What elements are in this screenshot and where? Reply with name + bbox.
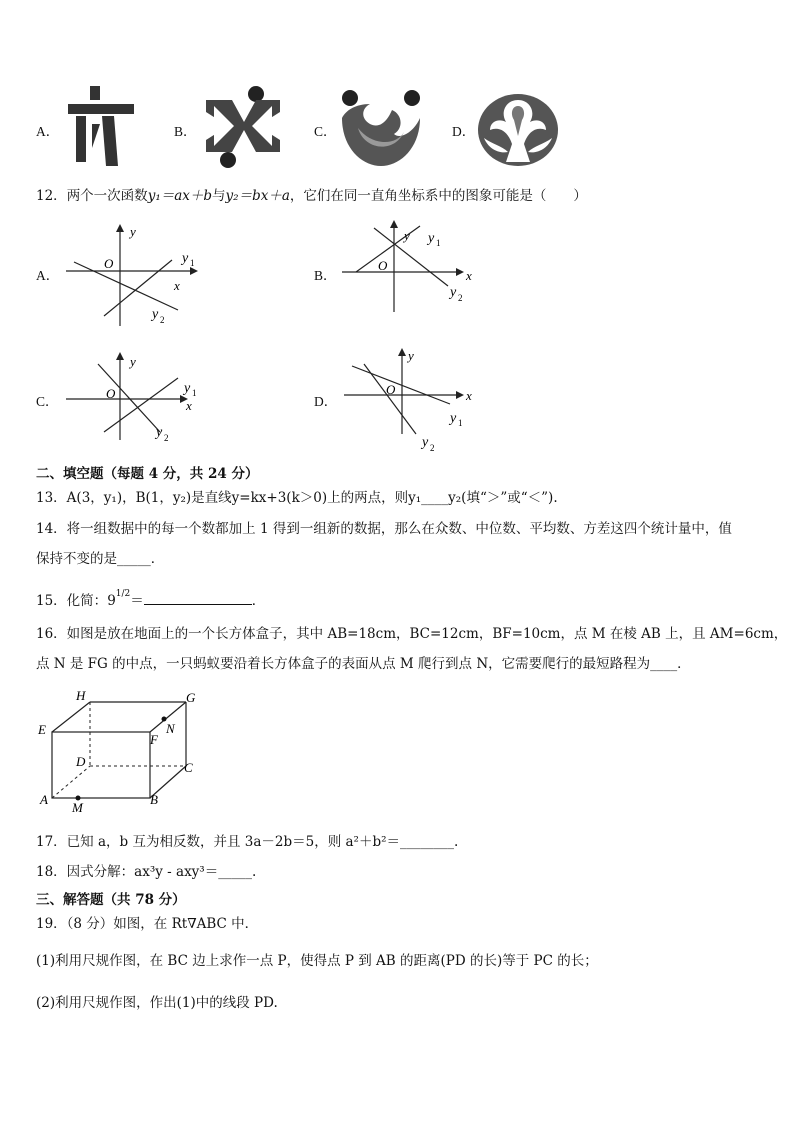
x-label: x: [466, 268, 472, 283]
y-label: y: [404, 228, 410, 243]
q16-box-figure: [36, 686, 206, 814]
q12-graph-d: [338, 342, 488, 454]
q19-line2: (1)利用尺规作图，在 BC 边上求作一点 P，使得点 P 到 AB 的距离(PD 的长)等于 PC 的长；: [36, 953, 598, 969]
y1-sub: 1: [458, 418, 463, 428]
label-n: N: [166, 721, 175, 736]
line-y1: [352, 366, 450, 404]
section-2-title: 二、填空题（每题 4 分，共 24 分）: [36, 466, 259, 482]
label-b: B: [150, 792, 158, 807]
q12-option-a-label: A．: [36, 268, 60, 283]
line-y1: [104, 260, 172, 316]
logo-c-icon: [338, 88, 424, 168]
y2-sub: 2: [430, 443, 435, 453]
y-axis-arrow: [390, 220, 398, 228]
label-m: M: [72, 800, 83, 814]
q15-text: 15．化简：$9^{1/2}=$ ．: [36, 589, 266, 609]
y2-label: y: [156, 425, 163, 440]
q11-option-d-label: D．: [452, 124, 476, 139]
q12-graph-c: [60, 344, 210, 444]
q19-line3: (2)利用尺规作图，作出(1)中的线段 PD.: [36, 995, 278, 1011]
origin-label: O: [104, 256, 114, 271]
y2-sub: 2: [458, 293, 463, 303]
q17-text: 17．已知 a，b 互为相反数，并且 3a－2b＝5，则 a²＋b²＝________.: [36, 834, 459, 850]
front-face: [52, 732, 150, 798]
origin-label: O: [106, 386, 116, 401]
y1-sub: 1: [192, 388, 197, 398]
q15-base: 9: [107, 593, 116, 609]
origin-label: O: [386, 382, 396, 397]
y2-label: y: [422, 435, 429, 450]
q15-exponent: 1/2: [115, 589, 131, 599]
y-axis-arrow: [116, 352, 124, 360]
line-y2: [374, 228, 448, 286]
x-axis-arrow: [456, 268, 464, 276]
x-label: x: [174, 278, 180, 293]
y1-label: y: [450, 411, 457, 426]
label-e: E: [38, 722, 46, 737]
q14-line2: 保持不变的是_____．: [36, 551, 165, 567]
x-label: x: [466, 388, 472, 403]
origin-label: O: [378, 258, 388, 273]
label-f: F: [150, 732, 158, 747]
line-y1: [356, 226, 420, 272]
y2-label: y: [450, 285, 457, 300]
y1-sub: 1: [190, 258, 195, 268]
q13-text: 13．A(3，y₁)，B(1，y₂)是直线y=kx+3(k＞0)上的两点，则y₁____y₂(填“＞”或“＜”).: [36, 490, 558, 506]
y-label: y: [130, 354, 136, 369]
y-axis-arrow: [116, 224, 124, 232]
y1-label: y: [184, 381, 191, 396]
q19-line1: 19．（8 分）如图，在 Rt∇ABC 中．: [36, 916, 259, 932]
q18-text: 18．因式分解：ax³y - axy³＝_____.: [36, 864, 257, 880]
y2-label: y: [152, 307, 159, 322]
q11-option-b-label: B．: [174, 124, 197, 139]
y1-label: y: [428, 231, 435, 246]
section-3-title: 三、解答题（共 78 分）: [36, 892, 186, 908]
logo-b-icon: [204, 86, 282, 168]
q16-line2: 点 N 是 FG 的中点，一只蚂蚁要沿着长方体盒子的表面从点 M 爬行到点 N，它需要爬行的最短路程为____．: [36, 656, 691, 672]
x-axis-arrow: [456, 391, 464, 399]
line-y2: [74, 262, 178, 310]
y-label: y: [130, 224, 136, 239]
logo-a-icon: [62, 86, 138, 172]
q15-answer-blank[interactable]: [144, 590, 252, 605]
q12-option-b-label: B．: [314, 268, 337, 283]
y1-sub: 1: [436, 238, 441, 248]
q12-option-c-label: C．: [36, 394, 59, 409]
q12-stem: 12．两个一次函数y₁＝ax＋b与y₂＝bx＋a，它们在同一直角坐标系中的图象可能是（ ）: [36, 188, 587, 204]
q12-graph-a: [60, 216, 210, 331]
y-label: y: [408, 348, 414, 363]
x-label: x: [186, 398, 192, 413]
q14-line1: 14．将一组数据中的每一个数都加上 1 得到一组新的数据，那么在众数、中位数、平均数、方差这四个统计量中，值: [36, 521, 732, 537]
q11-option-c-label: C．: [314, 124, 337, 139]
y2-sub: 2: [164, 433, 169, 443]
line-y2: [364, 364, 416, 434]
y-axis-arrow: [398, 348, 406, 356]
label-h: H: [76, 688, 86, 703]
q12-option-d-label: D．: [314, 394, 338, 409]
label-d: D: [76, 754, 86, 769]
q11-option-a-label: A．: [36, 124, 60, 139]
q12-graph-b: [338, 216, 488, 316]
logo-d-icon: [476, 92, 560, 168]
x-axis-arrow: [190, 267, 198, 275]
label-g: G: [186, 690, 196, 705]
label-a: A: [40, 792, 48, 807]
y1-label: y: [182, 251, 189, 266]
label-c: C: [184, 760, 193, 775]
q16-line1: 16．如图是放在地面上的一个长方体盒子，其中 AB=18cm，BC=12cm，BF=10cm，点 M 在棱 AB 上，且 AM=6cm，: [36, 626, 788, 642]
y2-sub: 2: [160, 315, 165, 325]
